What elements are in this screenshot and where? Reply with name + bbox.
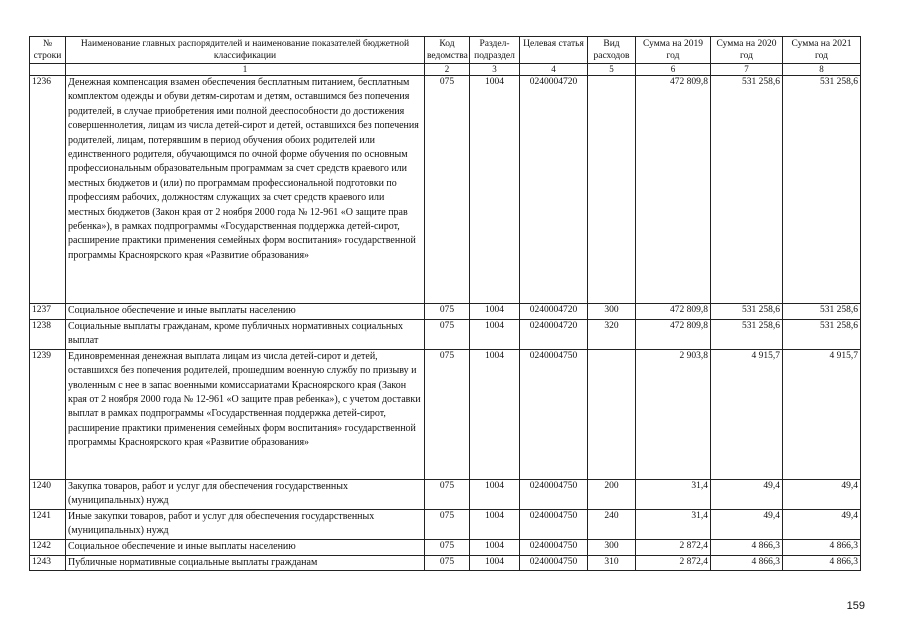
- column-number: 5: [588, 64, 636, 76]
- row-sum-2021-cell: 4 866,3: [783, 555, 861, 570]
- row-sum-2021-cell: 531 258,6: [783, 320, 861, 350]
- row-sum-2019-cell: 31,4: [636, 509, 711, 539]
- row-sum-2021-cell: 531 258,6: [783, 76, 861, 304]
- row-sum-2019-cell: 2 872,4: [636, 539, 711, 555]
- row-target-cell: 0240004720: [520, 320, 588, 350]
- row-sum-2021-cell: 49,4: [783, 479, 861, 509]
- table-row: [30, 304, 861, 320]
- header-sum-2021: Сумма на 2021 год: [783, 37, 861, 64]
- row-name-cell: Единовременная денежная выплата лицам из числа детей-сирот и детей, оставшихся без попечения родителей, прошедшим военную службу по призыву и уволенным с нее в запас военными комиссариатами Красноярского края (Закон края от 2 ноября 2000 года № 12-961 «О защите прав ребенка»), с учетом доставки выплат в рамках подпрограммы «Государственная поддержка детей-сирот, расширение практики применения семейных форм воспитания» государственной программы Красноярского края «Развитие образования»: [66, 349, 425, 479]
- row-number-cell: 1242: [30, 539, 66, 555]
- row-sum-2019-cell: 2 872,4: [636, 555, 711, 570]
- row-type-cell: 310: [588, 555, 636, 570]
- row-dept-cell: 075: [425, 76, 470, 304]
- table-row: [30, 555, 861, 570]
- row-target-cell: 0240004750: [520, 349, 588, 479]
- row-sum-2021-cell: 4 866,3: [783, 539, 861, 555]
- header-name: Наименование главных распорядителей и наименование показателей бюджетной классификации: [66, 37, 425, 64]
- row-sum-2020-cell: 49,4: [711, 479, 783, 509]
- header-dept-code: Код ведомства: [425, 37, 470, 64]
- row-section-cell: 1004: [470, 555, 520, 570]
- row-target-cell: 0240004720: [520, 304, 588, 320]
- header-expense-type: Вид расходов: [588, 37, 636, 64]
- row-section-cell: 1004: [470, 479, 520, 509]
- row-number-cell: 1240: [30, 479, 66, 509]
- row-number-cell: 1238: [30, 320, 66, 350]
- row-type-cell: 200: [588, 479, 636, 509]
- row-sum-2019-cell: 472 809,8: [636, 304, 711, 320]
- row-section-cell: 1004: [470, 320, 520, 350]
- table-row: [30, 539, 861, 555]
- row-type-cell: 240: [588, 509, 636, 539]
- row-target-cell: 0240004750: [520, 539, 588, 555]
- row-name-cell: Социальное обеспечение и иные выплаты населению: [66, 304, 425, 320]
- row-sum-2020-cell: 4 866,3: [711, 555, 783, 570]
- column-number: 8: [783, 64, 861, 76]
- row-number-cell: 1241: [30, 509, 66, 539]
- row-sum-2020-cell: 531 258,6: [711, 304, 783, 320]
- row-number-cell: 1237: [30, 304, 66, 320]
- row-section-cell: 1004: [470, 509, 520, 539]
- row-name-cell: Закупка товаров, работ и услуг для обеспечения государственных (муниципальных) нужд: [66, 479, 425, 509]
- row-sum-2019-cell: 31,4: [636, 479, 711, 509]
- table-row: [30, 509, 861, 539]
- column-number: 6: [636, 64, 711, 76]
- row-sum-2020-cell: 531 258,6: [711, 76, 783, 304]
- row-type-cell: [588, 349, 636, 479]
- row-dept-cell: 075: [425, 349, 470, 479]
- column-number: 1: [66, 64, 425, 76]
- row-dept-cell: 075: [425, 539, 470, 555]
- header-sum-2020: Сумма на 2020 год: [711, 37, 783, 64]
- row-sum-2021-cell: 49,4: [783, 509, 861, 539]
- row-target-cell: 0240004750: [520, 479, 588, 509]
- row-sum-2020-cell: 531 258,6: [711, 320, 783, 350]
- column-number-row: [30, 64, 861, 76]
- row-sum-2019-cell: 472 809,8: [636, 320, 711, 350]
- row-dept-cell: 075: [425, 304, 470, 320]
- row-sum-2021-cell: 4 915,7: [783, 349, 861, 479]
- row-section-cell: 1004: [470, 76, 520, 304]
- row-number-cell: 1236: [30, 76, 66, 304]
- row-dept-cell: 075: [425, 479, 470, 509]
- row-dept-cell: 075: [425, 509, 470, 539]
- row-type-cell: 300: [588, 539, 636, 555]
- row-target-cell: 0240004750: [520, 509, 588, 539]
- row-type-cell: 300: [588, 304, 636, 320]
- row-dept-cell: 075: [425, 320, 470, 350]
- row-name-cell: Иные закупки товаров, работ и услуг для обеспечения государственных (муниципальных) нужд: [66, 509, 425, 539]
- table-row: [30, 479, 861, 509]
- row-target-cell: 0240004750: [520, 555, 588, 570]
- table-row: [30, 349, 861, 479]
- row-sum-2020-cell: 4 915,7: [711, 349, 783, 479]
- table-row: [30, 76, 861, 304]
- row-sum-2020-cell: 49,4: [711, 509, 783, 539]
- column-number: [30, 64, 66, 76]
- row-number-cell: 1239: [30, 349, 66, 479]
- header-target-article: Целевая статья: [520, 37, 588, 64]
- row-dept-cell: 075: [425, 555, 470, 570]
- row-name-cell: Социальные выплаты гражданам, кроме публичных нормативных социальных выплат: [66, 320, 425, 350]
- row-sum-2020-cell: 4 866,3: [711, 539, 783, 555]
- row-name-cell: Социальное обеспечение и иные выплаты населению: [66, 539, 425, 555]
- page-number: 159: [846, 600, 865, 612]
- row-target-cell: 0240004720: [520, 76, 588, 304]
- table-header: [30, 37, 861, 64]
- row-type-cell: [588, 76, 636, 304]
- column-number: 7: [711, 64, 783, 76]
- row-sum-2019-cell: 2 903,8: [636, 349, 711, 479]
- header-section: Раздел-подраздел: [470, 37, 520, 64]
- column-number: 3: [470, 64, 520, 76]
- row-sum-2019-cell: 472 809,8: [636, 76, 711, 304]
- column-number: 2: [425, 64, 470, 76]
- budget-table: [29, 36, 861, 571]
- row-section-cell: 1004: [470, 539, 520, 555]
- header-row: [30, 37, 861, 64]
- row-sum-2021-cell: 531 258,6: [783, 304, 861, 320]
- row-name-cell: Денежная компенсация взамен обеспечения бесплатным питанием, бесплатным комплектом одежды и обуви детям-сиротам и детям, оставшимся без попечения родителей, в случае приобретения ими полной дееспособности до достижения совершеннолетия, лицам из числа детей-сирот и детей, оставшихся без попечения родителей, лицам, потерявшим в период обучения обоих родителей или единственного родителя, обучающимся по очной форме обучения по основным профессиональным образовательным программам за счет средств краевого или местных бюджетов и (или) по программам профессиональной подготовки по профессиям рабочих, должностям служащих за счет средств краевого или местных бюджетов (Закон края от 2 ноября 2000 года № 12-961 «О защите прав ребенка»), в рамках подпрограммы «Государственная поддержка детей-сирот, расширение практики применения семейных форм воспитания» государственной программы Красноярского края «Развитие образования»: [66, 76, 425, 304]
- table-row: [30, 320, 861, 350]
- table-body: [30, 64, 861, 571]
- header-row-number: № строки: [30, 37, 66, 64]
- header-sum-2019: Сумма на 2019 год: [636, 37, 711, 64]
- row-section-cell: 1004: [470, 349, 520, 479]
- column-number: 4: [520, 64, 588, 76]
- row-name-cell: Публичные нормативные социальные выплаты гражданам: [66, 555, 425, 570]
- row-number-cell: 1243: [30, 555, 66, 570]
- row-section-cell: 1004: [470, 304, 520, 320]
- row-type-cell: 320: [588, 320, 636, 350]
